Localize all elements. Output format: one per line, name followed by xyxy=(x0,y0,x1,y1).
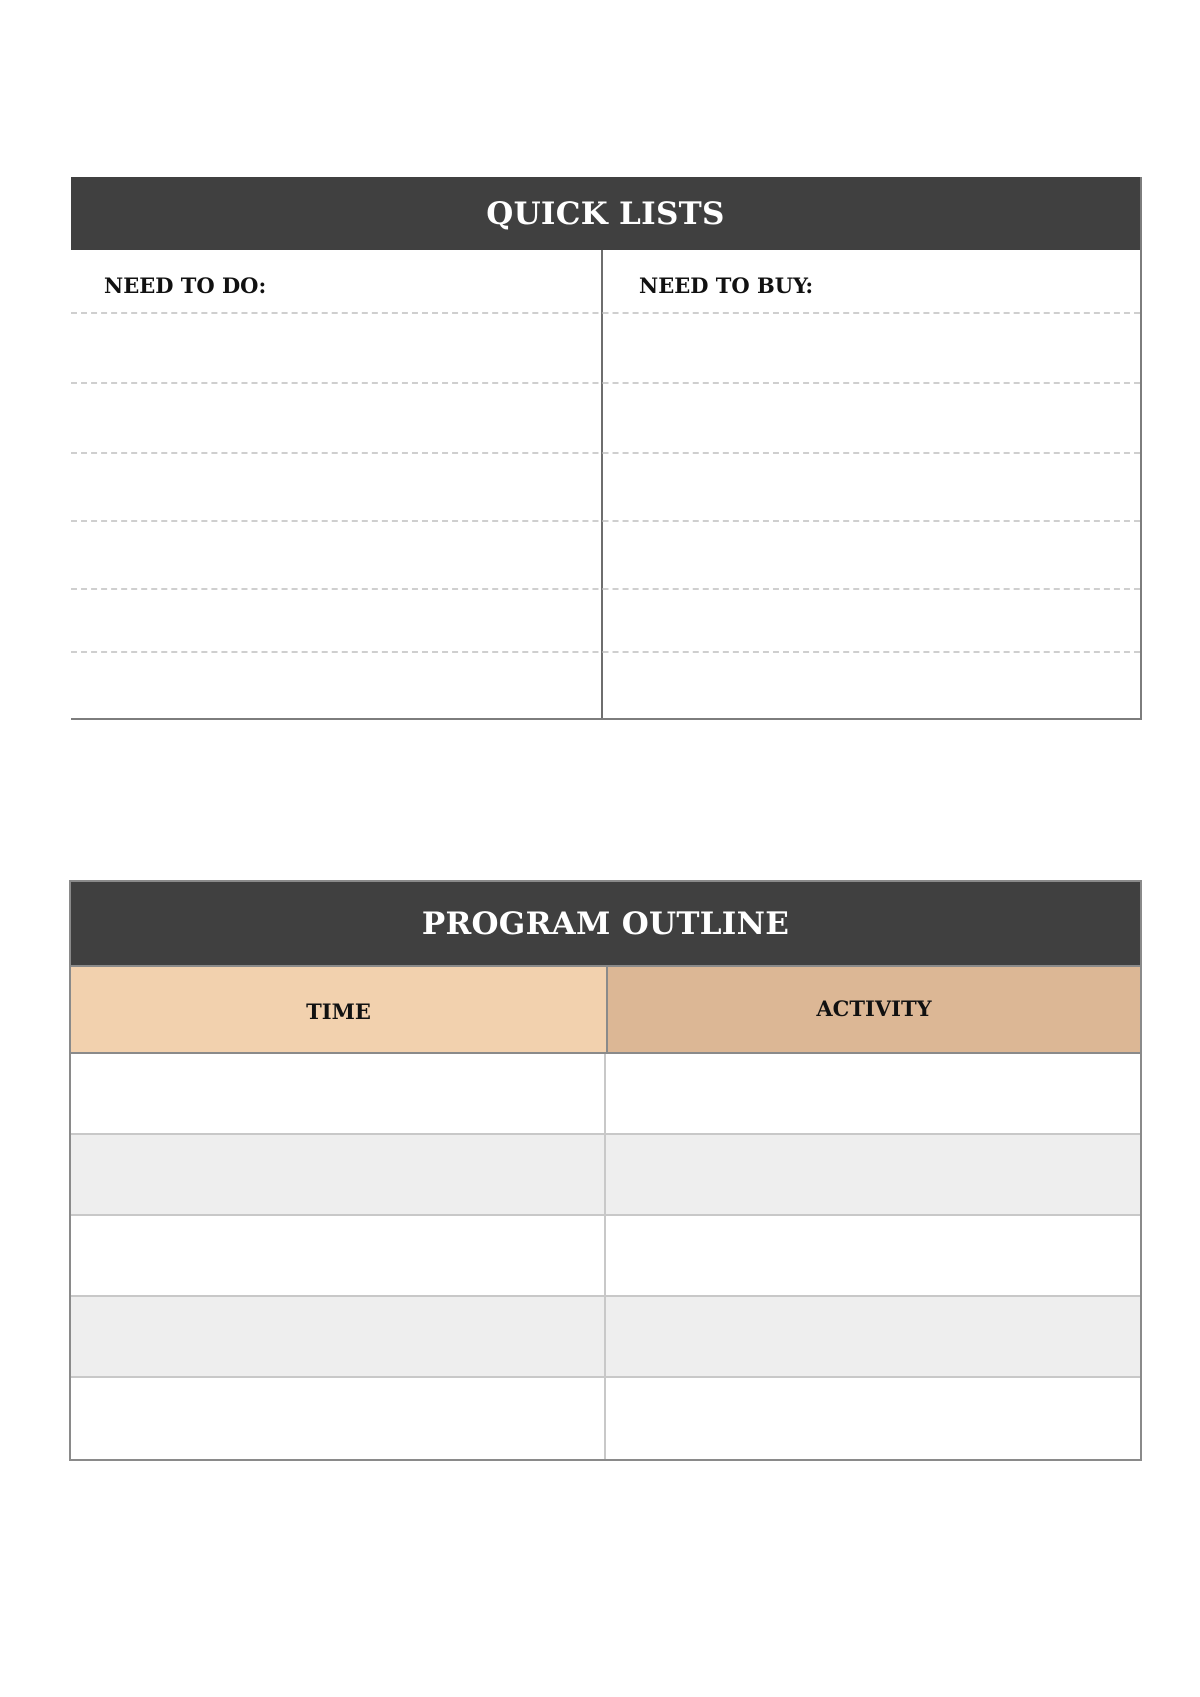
quick-list-entry-line[interactable] xyxy=(71,588,1140,590)
time-cell[interactable] xyxy=(71,1297,606,1376)
quick-lists-title: QUICK LISTS xyxy=(71,177,1140,250)
quick-list-entry-line[interactable] xyxy=(71,312,1140,314)
table-row xyxy=(71,1216,1140,1297)
time-cell[interactable] xyxy=(71,1054,606,1133)
need-to-do-label: NEED TO DO: xyxy=(104,273,267,298)
table-row xyxy=(71,1135,1140,1216)
activity-cell[interactable] xyxy=(606,1378,1140,1459)
quick-lists-section xyxy=(71,177,1142,720)
table-row xyxy=(71,1297,1140,1378)
table-row xyxy=(71,1378,1140,1459)
quick-list-entry-line[interactable] xyxy=(71,452,1140,454)
time-cell[interactable] xyxy=(71,1216,606,1295)
quick-list-entry-line[interactable] xyxy=(71,651,1140,653)
activity-cell[interactable] xyxy=(606,1054,1140,1133)
activity-column-header: ACTIVITY xyxy=(606,965,1140,1054)
quick-lists-column-divider xyxy=(601,250,603,718)
activity-cell[interactable] xyxy=(606,1297,1140,1376)
time-column-header: TIME xyxy=(71,965,606,1054)
quick-list-entry-line[interactable] xyxy=(71,382,1140,384)
activity-cell[interactable] xyxy=(606,1216,1140,1295)
quick-list-entry-line[interactable] xyxy=(71,520,1140,522)
time-cell[interactable] xyxy=(71,1135,606,1214)
table-row xyxy=(71,1054,1140,1135)
time-cell[interactable] xyxy=(71,1378,606,1459)
activity-cell[interactable] xyxy=(606,1135,1140,1214)
need-to-buy-label: NEED TO BUY: xyxy=(639,273,814,298)
program-outline-table xyxy=(69,880,1142,1461)
program-outline-title: PROGRAM OUTLINE xyxy=(71,882,1140,965)
